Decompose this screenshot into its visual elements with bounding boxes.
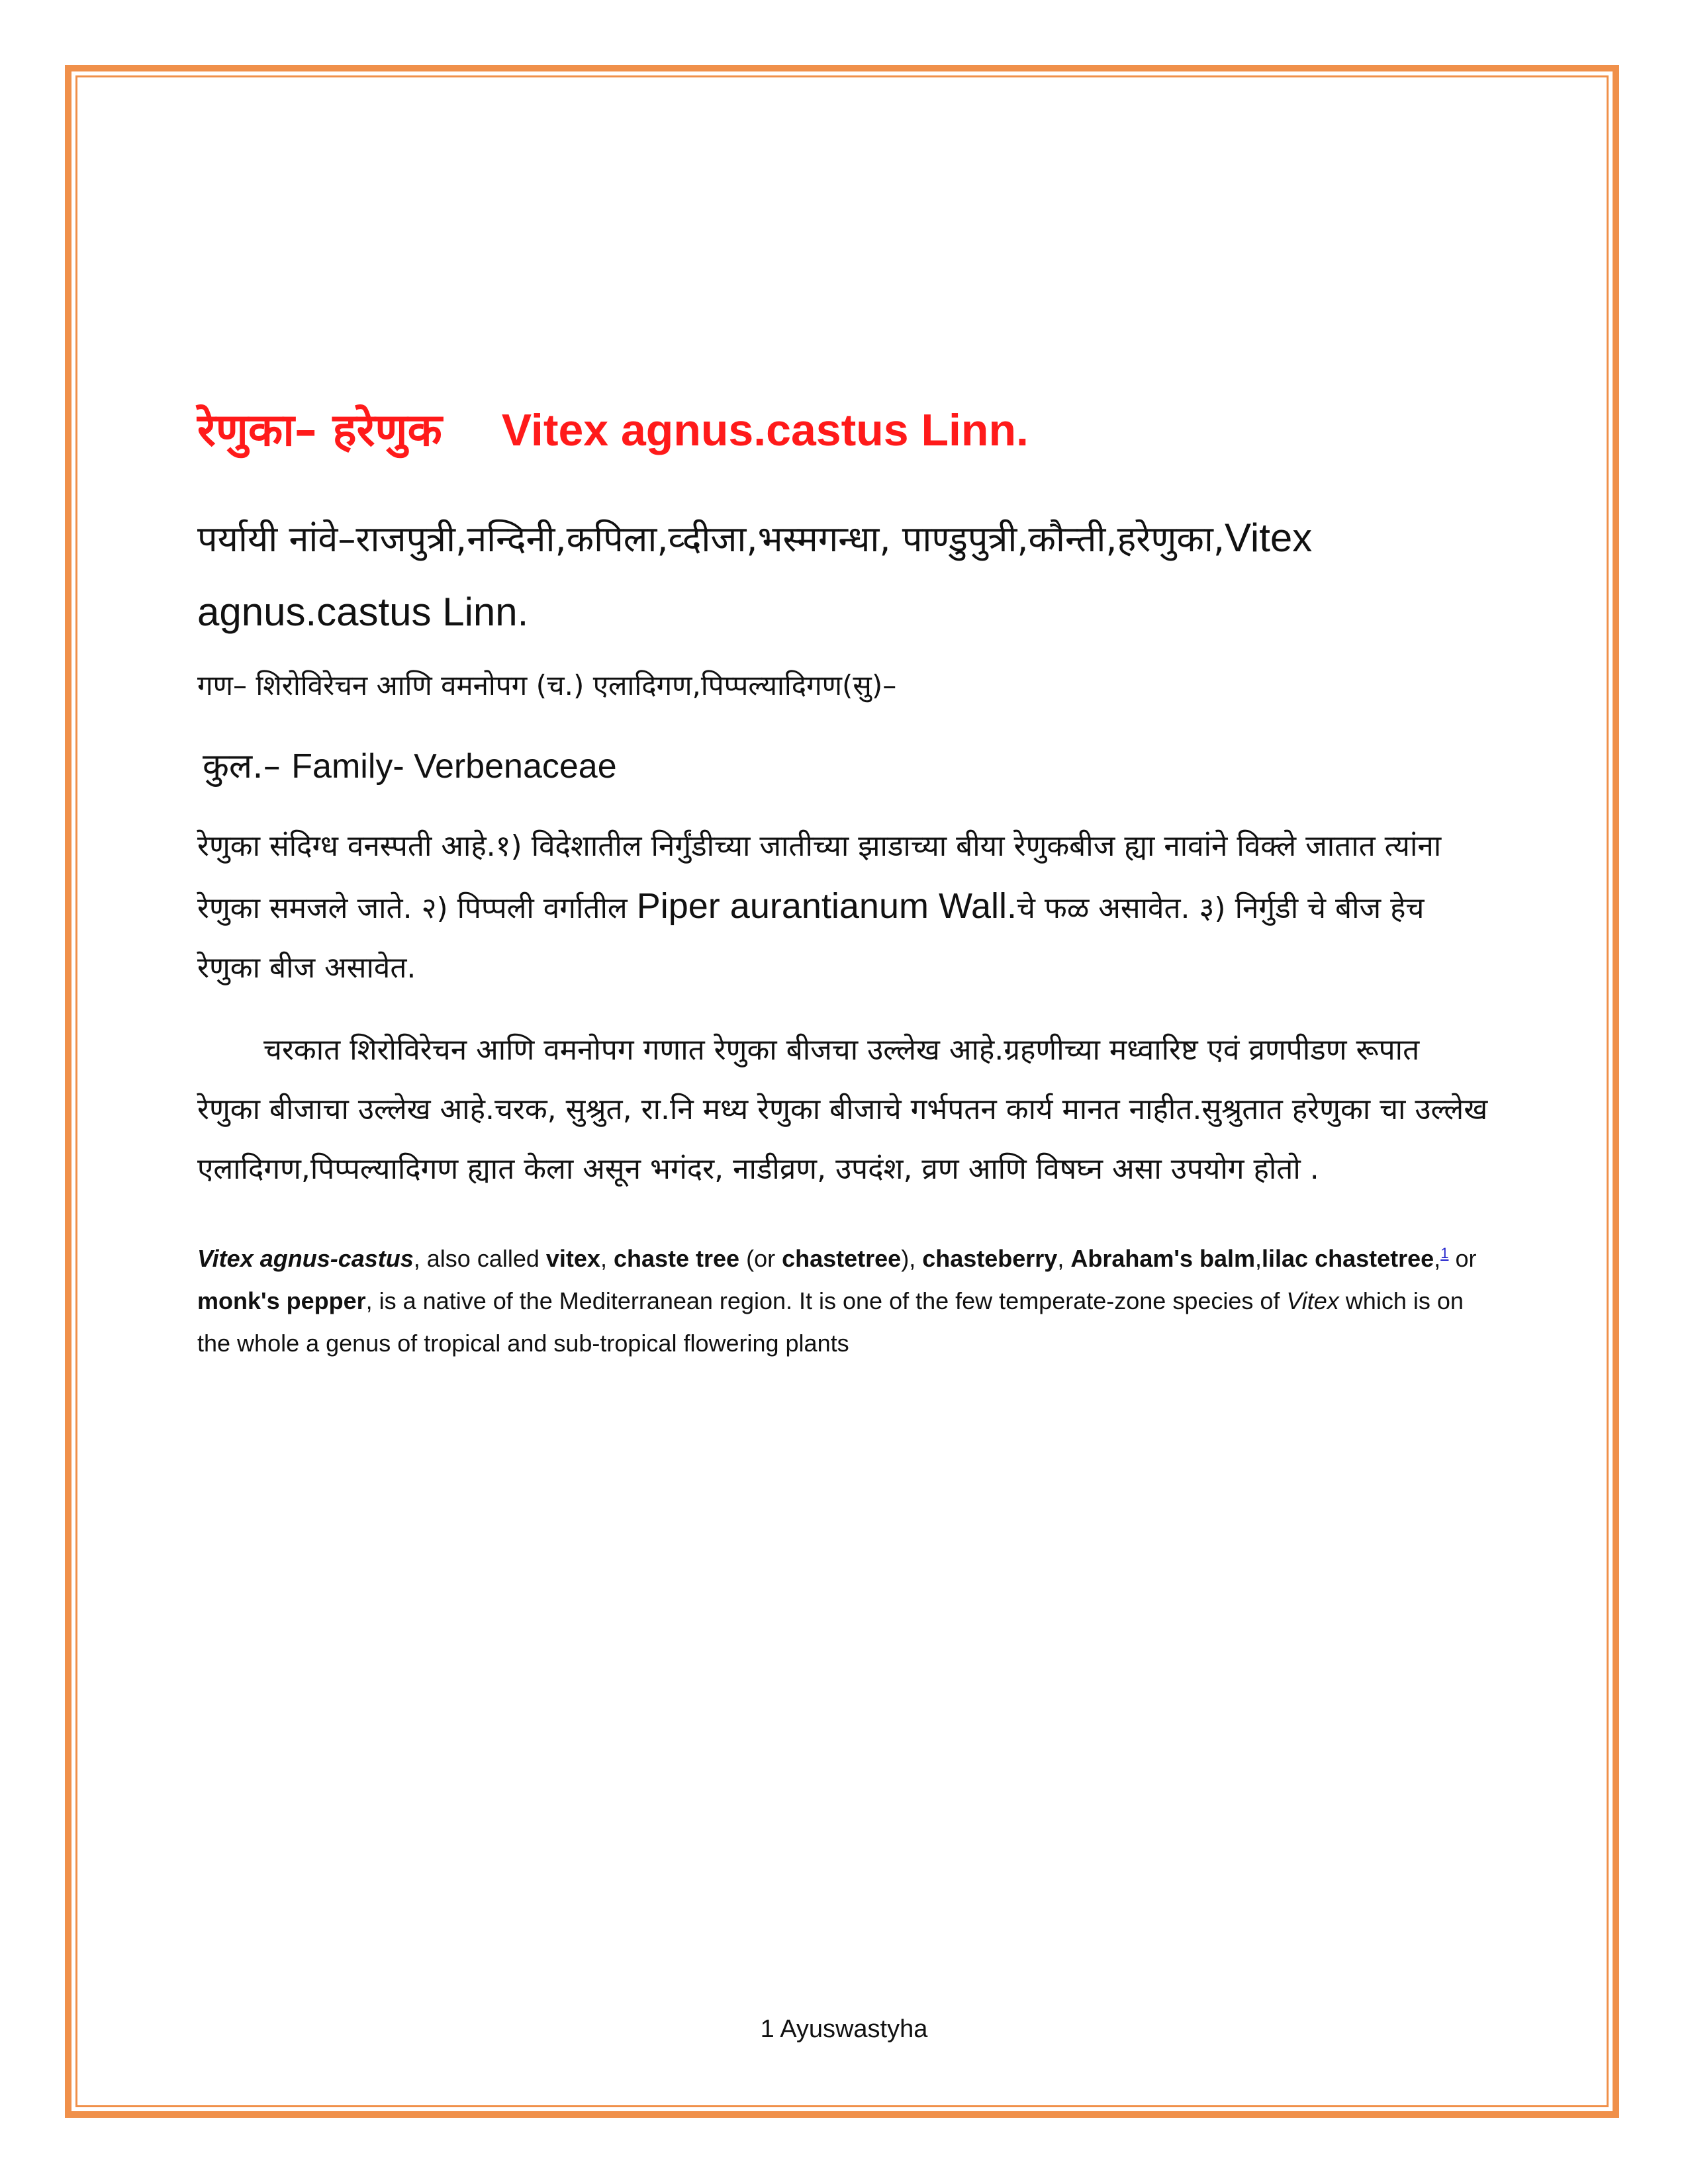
description-paragraph: [197, 817, 1488, 998]
page-footer: 1 Ayuswastyha: [760, 2015, 928, 2043]
synonyms-text: पर्यायी नांवे–राजपुत्री,नन्दिनी,कपिला,व्दीजा,भस्मगन्धा, पाण्डुपुत्री,कौन्ती,हरेणुका,: [197, 518, 1225, 560]
gana-line: गण– शिरोविरेचन आणि वमनोपग (च.) एलादिगण,पिप्पल्यादिगण(सु)–: [197, 668, 897, 702]
family-prefix: कुल.–: [203, 746, 292, 786]
footnote-link[interactable]: 1: [1440, 1244, 1449, 1261]
description-part1: रेणुका संदिग्ध वनस्पती आहे.१) विदेशातील निर्गुंडीच्या जातीच्या झाडाच्या बीया रेणुकबीज ह्या नावांने विक्ले जातात त्यांना रेणुका समजले जाते. २) पिप्पली वर्गातील: [197, 829, 1442, 925]
description-part2: चे फळ असावेत. ३) निर्गुडी चे बीज हेच रेणुका बीज असावेत.: [197, 891, 1425, 985]
synonyms-paragraph: [197, 502, 1488, 650]
species-name: Vitex agnus-castus: [197, 1244, 414, 1272]
description-latin: Piper aurantianum Wall.: [636, 886, 1017, 926]
page-title: [197, 404, 1488, 458]
title-scientific: Vitex agnus.castus Linn.: [501, 405, 1029, 455]
synonyms-latin: Vitex agnus.castus Linn.: [197, 515, 1313, 634]
family-line: [203, 740, 1488, 793]
document-body: [197, 404, 1488, 1365]
classical-references-paragraph: चरकात शिरोविरेचन आणि वमनोपग गणात रेणुका बीजचा उल्लेख आहे.ग्रहणीच्या मध्वारिष्ट एवं व्रणपीडण रूपात रेणुका बीजाचा उल्लेख आहे.चरक, सुश्रुत, रा.नि मध्य रेणुका बीजाचे गर्भपतन कार्य मानत नाहीत.सुश्रुतात हरेणुका चा उल्लेख एलादिगण,पिप्पल्यादिगण ह्यात केला असून भगंदर, नाडीव्रण, उपदंश, व्रण आणि विषघ्न असा उपयोग होतो .: [197, 1032, 1488, 1186]
english-description: Vitex agnus-castus, also called vitex, chaste tree (or chastetree), chasteberry, Abraham's balm,lilac chastetree,$^1$ or monk's pepper, is a native of the Mediterranean region. It is one of the few temperate-zone species of Vitex which is on the whole a genus of tropical and sub-tropical flowering plants: [197, 1244, 1477, 1357]
title-marathi: रेणुका– हरेणुक: [197, 404, 442, 457]
family-name: Family- Verbenaceae: [291, 747, 617, 786]
